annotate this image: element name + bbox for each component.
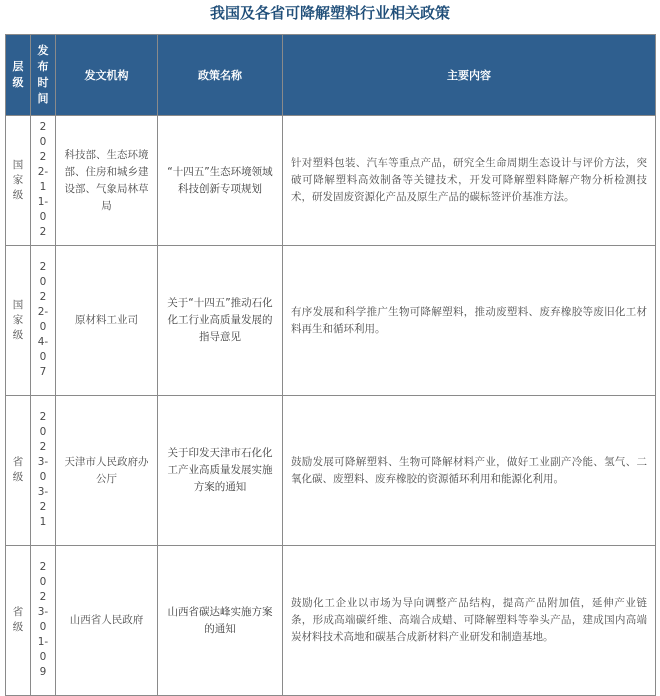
policy-name-cell: 关于“十四五”推动石化化工行业高质量发展的指导意见 [158,246,283,396]
policy-table [5,34,656,696]
content-cell: 针对塑料包装、汽车等重点产品，研究全生命周期生态设计与评价方法，突破可降解塑料高效制备等关键技术，开发可降解塑料降解产物分析检测技术，研发固废资源化产品及原生产品的碳标签评价基准方法。 [283,116,656,246]
table-row [6,116,656,246]
content-cell: 鼓励化工企业以市场为导向调整产品结构，提高产品附加值，延伸产业链条，形成高端碳纤维、高端合成蜡、可降解塑料等拳头产品，建成国内高端炭材料技术高地和碳基合成新材料产业研发和制造基地。 [283,546,656,696]
content-cell: 鼓励发展可降解塑料、生物可降解材料产业，做好工业副产冷能、氢气、二氧化碳、废塑料、废弃橡胶的资源循环利用和能源化利用。 [283,396,656,546]
level-cell: 国家级 [6,246,31,396]
level-cell: 省级 [6,546,31,696]
date-cell: 2023-01-09 [31,546,56,696]
policy-name-cell: 关于印发天津市石化化工产业高质量发展实施方案的通知 [158,396,283,546]
header-level: 层级 [6,35,31,116]
header-policy: 政策名称 [158,35,283,116]
issuer-cell: 原材料工业司 [56,246,158,396]
date-cell: 2022-11-02 [31,116,56,246]
header-content: 主要内容 [283,35,656,116]
policy-name-cell: “十四五”生态环境领域科技创新专项规划 [158,116,283,246]
table-title: 我国及各省可降解塑料行业相关政策 [209,4,450,22]
issuer-cell: 科技部、生态环境部、住房和城乡建设部、气象局林草局 [56,116,158,246]
date-cell: 2023-03-21 [31,396,56,546]
header-date: 发布时间 [31,35,56,116]
table-row [6,546,656,696]
content-cell: 有序发展和科学推广生物可降解塑料，推动废塑料、废弃橡胶等废旧化工材料再生和循环利用。 [283,246,656,396]
level-cell: 国家级 [6,116,31,246]
header-issuer: 发文机构 [56,35,158,116]
level-cell: 省级 [6,396,31,546]
header-row [6,35,656,116]
table-row [6,396,656,546]
issuer-cell: 天津市人民政府办公厅 [56,396,158,546]
table-row [6,246,656,396]
date-cell: 2022-04-07 [31,246,56,396]
policy-name-cell: 山西省碳达峰实施方案的通知 [158,546,283,696]
issuer-cell: 山西省人民政府 [56,546,158,696]
